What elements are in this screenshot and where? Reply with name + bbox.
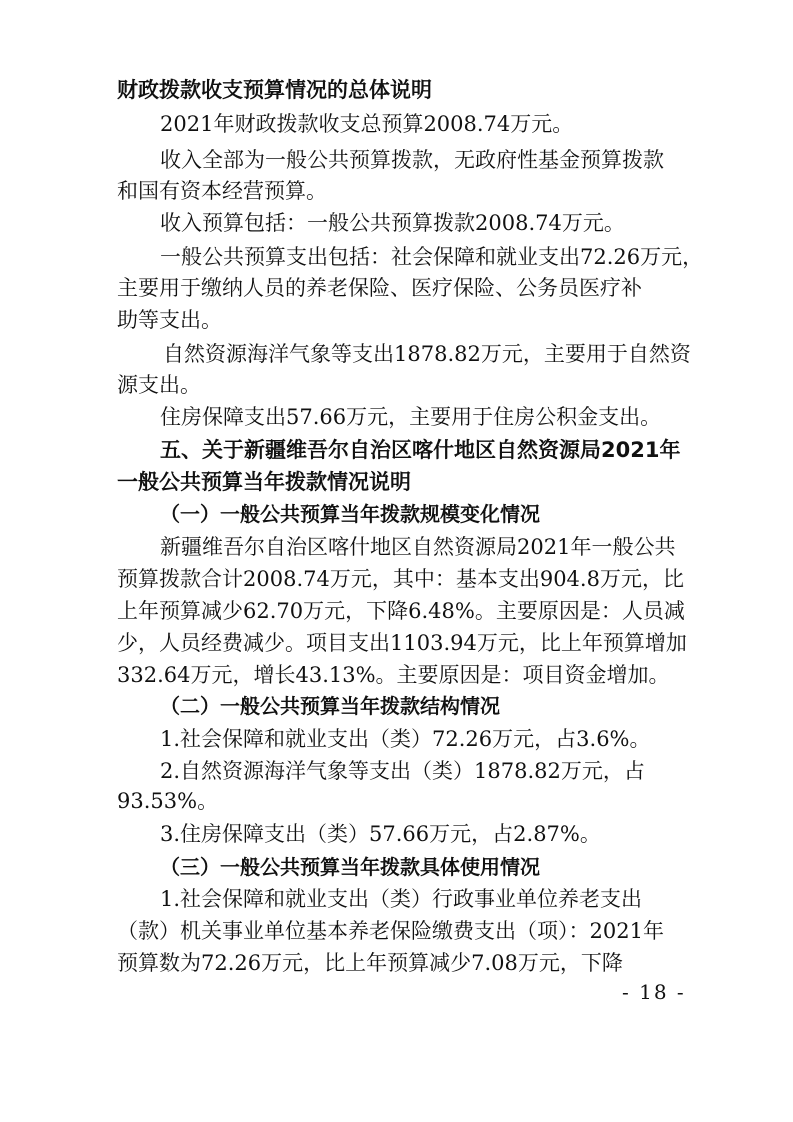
paragraph-line: 预算数为72.26万元，比上年预算减少7.08万元，下降 xyxy=(117,951,623,975)
subsection-heading: （三）一般公共预算当年拨款具体使用情况 xyxy=(160,855,540,879)
section-heading: 五、关于新疆维吾尔自治区喀什地区自然资源局2021年 xyxy=(160,438,681,462)
list-item: 1.社会保障和就业支出（类）72.26万元，占3.6%。 xyxy=(160,727,651,751)
paragraph-line: 住房保障支出57.66万元，主要用于住房公积金支出。 xyxy=(160,405,662,429)
page-number: - 18 - xyxy=(622,980,686,1004)
paragraph-line: 源支出。 xyxy=(117,373,201,397)
list-item: 1.社会保障和就业支出（类）行政事业单位养老支出 xyxy=(160,887,643,911)
paragraph-line: （款）机关事业单位基本养老保险缴费支出（项）：2021年 xyxy=(117,919,664,943)
list-item: 3.住房保障支出（类）57.66万元，占2.87%。 xyxy=(160,822,601,846)
paragraph-line: 收入预算包括：一般公共预算拨款2008.74万元。 xyxy=(160,211,625,235)
paragraph-line: 预算拨款合计2008.74万元，其中：基本支出904.8万元，比 xyxy=(117,567,684,591)
paragraph-line: 主要用于缴纳人员的养老保险、医疗保险、公务员医疗补 xyxy=(117,276,642,300)
subsection-heading: （一）一般公共预算当年拨款规模变化情况 xyxy=(160,502,540,526)
paragraph-line: 332.64万元，增长43.13%。主要原因是：项目资金增加。 xyxy=(117,663,670,687)
paragraph-line: 新疆维吾尔自治区喀什地区自然资源局2021年一般公共 xyxy=(160,535,676,559)
section-heading: 一般公共预算当年拨款情况说明 xyxy=(117,470,411,494)
section-heading: 财政拨款收支预算情况的总体说明 xyxy=(117,78,432,102)
list-item: 2.自然资源海洋气象等支出（类）1878.82万元，占 xyxy=(160,759,645,783)
paragraph-line: 上年预算减少62.70万元，下降6.48%。主要原因是：人员减 xyxy=(117,599,685,623)
paragraph-line: 一般公共预算支出包括：社会保障和就业支出72.26万元， xyxy=(160,245,704,269)
paragraph-line: 和国有资本经营预算。 xyxy=(117,179,327,203)
paragraph-line: 自然资源海洋气象等支出1878.82万元，主要用于自然资 xyxy=(163,342,691,366)
paragraph-line: 少，人员经费减少。项目支出1103.94万元，比上年预算增加 xyxy=(117,631,687,655)
paragraph-line: 93.53%。 xyxy=(117,789,219,813)
paragraph-line: 收入全部为一般公共预算拨款，无政府性基金预算拨款 xyxy=(160,148,664,172)
paragraph-line: 助等支出。 xyxy=(117,308,222,332)
paragraph-line: 2021年财政拨款收支总预算2008.74万元。 xyxy=(160,112,574,136)
subsection-heading: （二）一般公共预算当年拨款结构情况 xyxy=(160,694,500,718)
